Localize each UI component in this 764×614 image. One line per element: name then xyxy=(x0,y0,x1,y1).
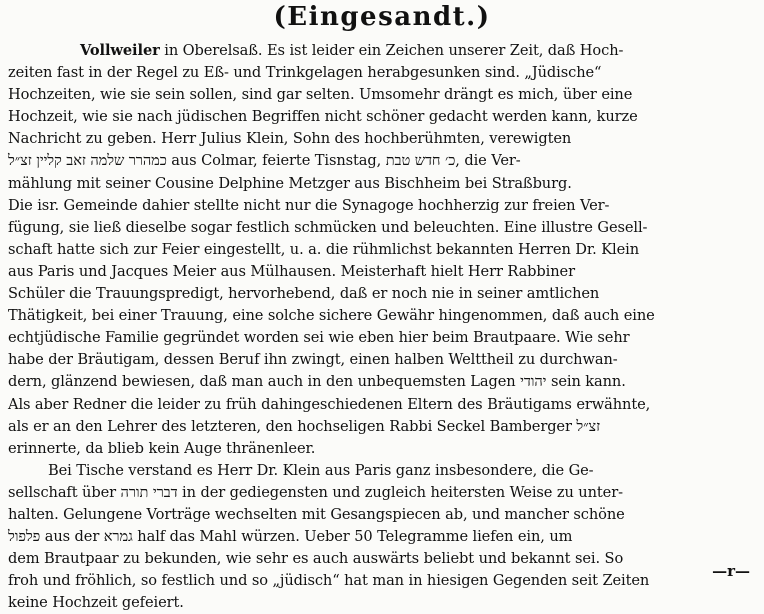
text-line xyxy=(8,84,760,106)
article-title: (Eingesandt.) xyxy=(273,2,491,32)
line-text: פלפול aus der גמרא half das Mahl würzen. Ueber 50 Telegramme liefen ein, um xyxy=(8,528,573,546)
line-text: dern, glänzend bewiesen, daß man auch in den unbequemsten Lagen יהודי sein kann. xyxy=(8,373,626,391)
line-text: Hochzeiten, wie sie sein sollen, sind gar selten. Umsomehr drängt es mich, über eine xyxy=(8,86,633,104)
line-text: echtjüdische Familie gegründet worden sei wie eben hier beim Brautpaare. Wie sehr xyxy=(8,329,630,347)
author-signature: —r— xyxy=(712,562,750,580)
line-text: froh und fröhlich, so festlich und so „jüdisch“ hat man in hiesigen Gegenden seit Zeiten xyxy=(8,572,650,590)
text-line xyxy=(8,460,760,482)
line-text: zeiten fast in der Regel zu Eß- und Trinkgelagen herabgesunken sind. „Jüdische“ xyxy=(8,64,602,82)
text-line xyxy=(8,40,760,62)
line-text: keine Hochzeit gefeiert. xyxy=(8,594,184,612)
text-line xyxy=(8,283,760,305)
line-text: sellschaft über דברי תורה in der gediegensten und zugleich heitersten Weise zu unter- xyxy=(8,483,623,501)
text-line xyxy=(8,371,760,393)
line-text: Als aber Redner die leider zu früh dahingeschiedenen Eltern des Bräutigams erwähnte, xyxy=(8,395,651,413)
line-text: Die isr. Gemeinde dahier stellte nicht nur die Synagoge hochherzig zur freien Ver- xyxy=(8,196,610,214)
text-line xyxy=(8,526,760,548)
article-body xyxy=(8,40,760,614)
text-line xyxy=(8,195,760,217)
article-lead: Vollweiler xyxy=(80,42,160,59)
text-line xyxy=(8,173,760,195)
text-line xyxy=(8,239,760,261)
text-line xyxy=(8,305,760,327)
line-text: in Oberelsaß. Es ist leider ein Zeichen unserer Zeit, daß Hoch- xyxy=(159,42,624,59)
line-text: halten. Gelungene Vorträge wechselten mit Gesangspiecen ab, und mancher schöne xyxy=(8,505,625,523)
line-text: als er an den Lehrer des letzteren, den hochseligen Rabbi Seckel Bamberger זצ״ל xyxy=(8,417,601,435)
text-line xyxy=(8,261,760,283)
text-line xyxy=(8,128,760,150)
text-line xyxy=(8,217,760,239)
line-text: Nachricht zu geben. Herr Julius Klein, Sohn des hochberühmten, verewigten xyxy=(8,130,572,148)
text-line xyxy=(8,438,760,460)
line-text: fügung, sie ließ dieselbe sogar festlich schmücken und beleuchten. Eine illustre Gesell- xyxy=(8,218,648,236)
line-text: schaft hatte sich zur Feier eingestellt, u. a. die rühmlichst bekannten Herren Dr. Klein xyxy=(8,240,640,258)
line-text: כמהרר שלמה זאב קליין זצ״ל aus Colmar, feierte Tisnstag, כ׳ חדש טבת, die Ver- xyxy=(8,152,521,170)
text-line xyxy=(8,592,760,614)
line-text: dem Brautpaar zu bekunden, wie sehr es auch auswärts beliebt und bekannt sei. So xyxy=(8,550,624,568)
line-text: Thätigkeit, bei einer Trauung, eine solche sichere Gewähr hingenommen, daß auch eine xyxy=(8,307,655,325)
text-line xyxy=(8,416,760,438)
text-line xyxy=(8,570,760,592)
line-text: Hochzeit, wie sie nach jüdischen Begriffen nicht schöner gedacht werden kann, kurze xyxy=(8,108,638,126)
line-text: habe der Bräutigam, dessen Beruf ihn zwingt, einen halben Welttheil zu durchwan- xyxy=(8,351,618,369)
line-text: Bei Tische verstand es Herr Dr. Klein aus Paris ganz insbesondere, die Ge- xyxy=(48,461,594,479)
text-line xyxy=(8,504,760,526)
text-line xyxy=(8,482,760,504)
text-line xyxy=(8,106,760,128)
text-line xyxy=(8,62,760,84)
line-text: erinnerte, da blieb kein Auge thränenleer. xyxy=(8,439,316,457)
text-line xyxy=(8,150,760,172)
text-line xyxy=(8,327,760,349)
line-text: aus Paris und Jacques Meier aus Mülhausen. Meisterhaft hielt Herr Rabbiner xyxy=(8,262,575,280)
line-text: Schüler die Trauungspredigt, hervorhebend, daß er noch nie in seiner amtlichen xyxy=(8,285,600,303)
text-line xyxy=(8,548,760,570)
text-line xyxy=(8,349,760,371)
line-text: mählung mit seiner Cousine Delphine Metzger aus Bischheim bei Straßburg. xyxy=(8,174,572,192)
text-line xyxy=(8,394,760,416)
